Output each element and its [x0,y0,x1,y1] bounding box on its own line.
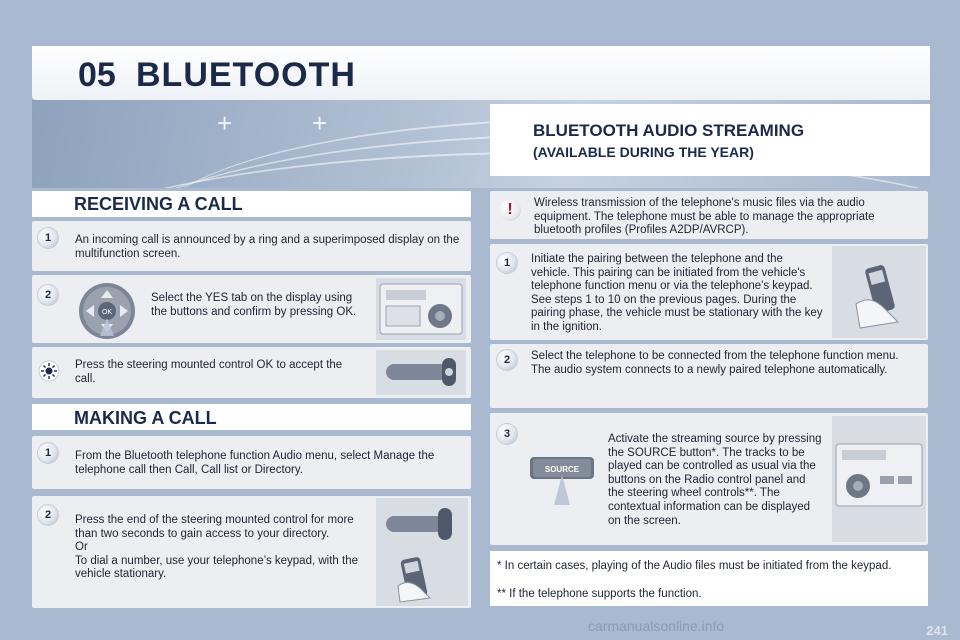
radio-panel-image [376,278,466,340]
receiving-step2-text: Select the YES tab on the display using the buttons and confirm by pressing OK. [151,292,357,318]
streaming-warning-text: Wireless transmission of the telephone's music files via the audio equipment. The telephone must be able to manage the appropriate bluetooth profiles (Profiles A2DP/AVRCP). [534,197,875,237]
receiving-tip-text: Press the steering mounted control OK to accept the call. [75,359,343,385]
decorative-banner: + + [32,100,930,188]
radio-source-panel-image [832,416,926,542]
steering-and-phone-image [376,498,468,606]
ok-navigation-pad-icon [74,280,140,342]
watermark: carmanualsonline.info [588,618,725,634]
streaming-step2-text: Select the telephone to be connected from the telephone function menu. The audio system connects to a newly paired telephone automatically. [531,350,899,376]
streaming-note-2: ** If the telephone supports the function. [497,588,702,600]
phone-in-hand-image [832,246,926,338]
receiving-step1-text: An incoming call is announced by a ring and a superimposed display on the multifunction screen. [75,234,460,260]
warning-exclamation-icon: ! [499,199,521,221]
step-badge: 1 [38,443,58,463]
making-step2-text: Press the end of the steering mounted control for more than two seconds to gain access to your directory. Or To dial a number, use your telephone’s keypad, with the vehicle stationary. [75,514,358,581]
page-number: 241 [926,623,948,638]
receiving-call-title: RECEIVING A CALL [74,194,243,214]
step-badge: 1 [497,253,517,273]
streaming-subtitle: (AVAILABLE DURING THE YEAR) [533,144,754,160]
step-badge: 2 [38,285,58,305]
step-badge: 3 [497,424,517,444]
streaming-step1-text: Initiate the pairing between the telephone and the vehicle. This pairing can be initiated from the vehicle's telephone function menu or via the telephone's keypad. See steps 1 to 10 on the previous pages. During the pairing phase, the vehicle must be stationary with the key in the ignition. [531,253,823,333]
step-badge: 2 [497,350,517,370]
streaming-note-1: * In certain cases, playing of the Audio files must be initiated from the keypad. [497,560,892,572]
tip-sun-icon [38,360,60,382]
making-step1-text: From the Bluetooth telephone function Audio menu, select Manage the telephone call then Call, Call list or Directory. [75,450,435,476]
streaming-title: BLUETOOTH AUDIO STREAMING [533,121,805,140]
step-badge: 1 [38,228,58,248]
ok-label: OK [101,309,113,316]
streaming-step3-text: Activate the streaming source by pressing the SOURCE button*. The tracks to be played can be controlled as usual via the buttons on the Radio control panel and the steering wheel controls**. The contextual information can be displayed on the screen. [608,433,822,527]
source-label: SOURCE [544,465,580,474]
chapter-title: BLUETOOTH [136,56,356,94]
step-badge: 2 [38,505,58,525]
steering-control-image [376,350,466,395]
chapter-number: 05 [78,56,116,94]
making-call-title: MAKING A CALL [74,408,217,428]
source-button-icon [527,445,597,509]
